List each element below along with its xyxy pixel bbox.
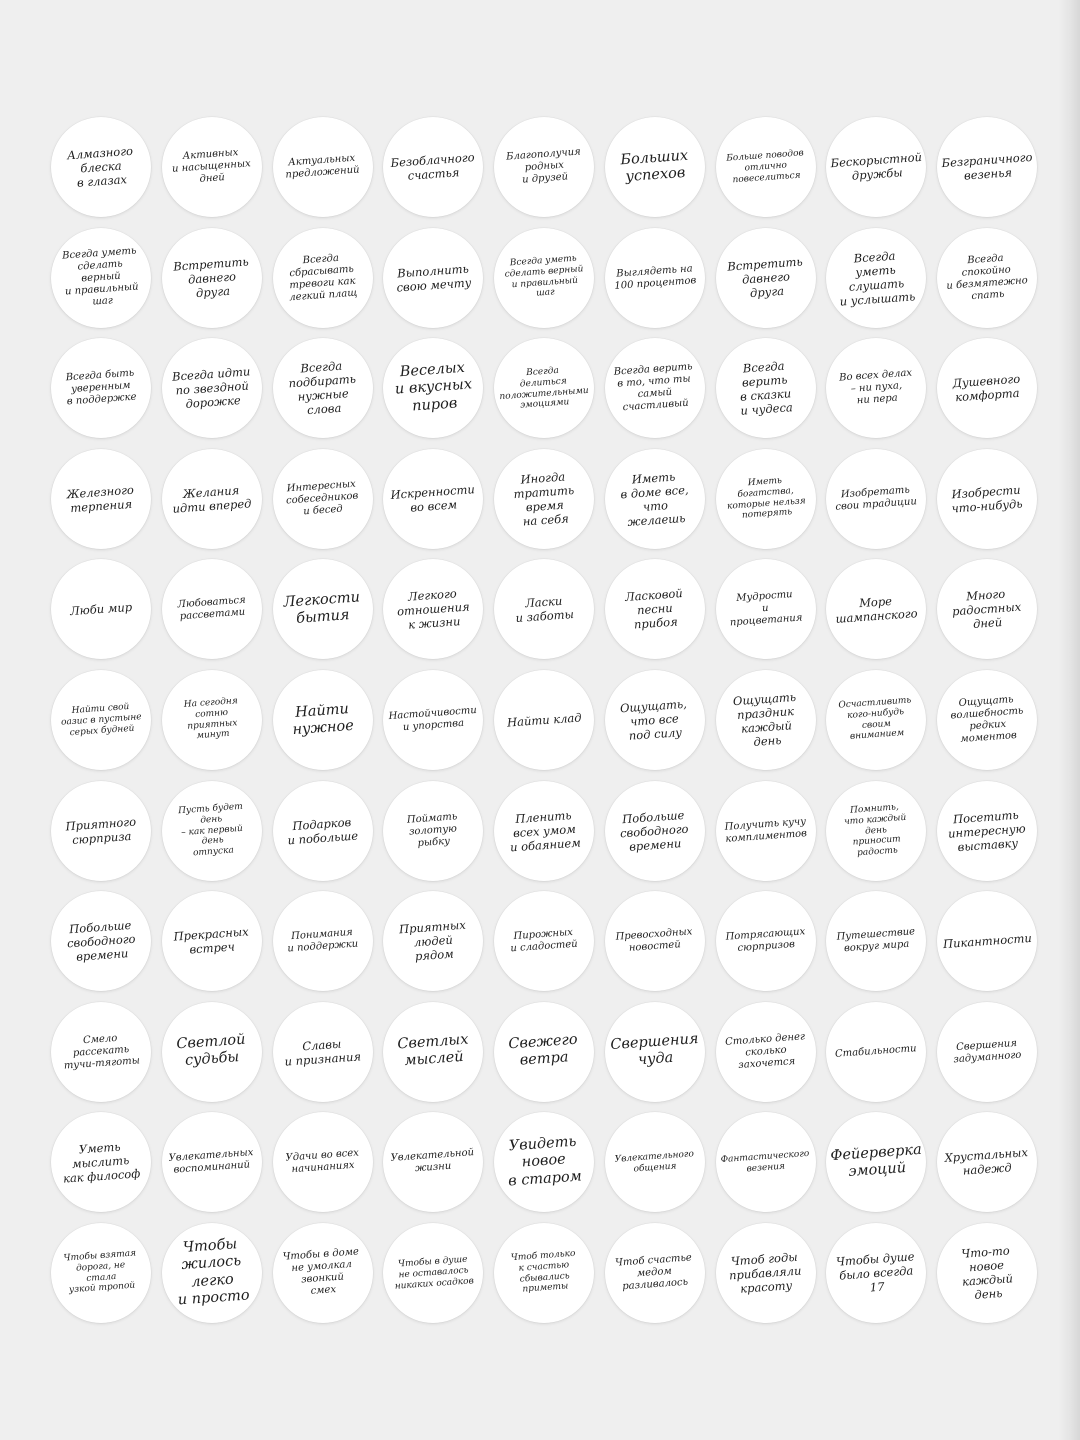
sticker-text: Алмазного блеска в глазах (66, 143, 134, 190)
sticker (51, 891, 151, 991)
sticker (937, 891, 1037, 991)
sticker-text: Всегда верить в то, что ты самый счастливый (613, 361, 694, 414)
sticker-text: Пирожных и сладостей (510, 927, 579, 955)
sticker-text: Всегда сбрасывать тревоги как легкий плащ (289, 252, 359, 303)
sticker-text: Смело рассекать тучи-тяготы (63, 1032, 141, 1072)
sticker-text: Славы и признания (284, 1036, 362, 1069)
sticker (383, 228, 483, 328)
sticker-text: Свежего ветра (508, 1031, 579, 1070)
sticker-text: Увлекательной жизни (390, 1147, 475, 1175)
sticker (826, 1002, 926, 1102)
sticker-text: Безграничного везенья (940, 149, 1033, 183)
sticker-text: Столько денег сколько захочется (724, 1031, 805, 1071)
sticker (605, 228, 705, 328)
sticker-text: Хрустальных надежд (944, 1145, 1029, 1179)
sticker-text: Ощущать праздник каждый день (732, 689, 797, 749)
sticker-text: Ощущать, что все под силу (619, 696, 688, 743)
sticker-text: Чтоб только к счастью сбывались приметы (510, 1249, 576, 1296)
sticker (51, 1002, 151, 1102)
sticker (826, 228, 926, 328)
sticker (51, 449, 151, 549)
sticker-text: Посетить интересную выставку (947, 807, 1027, 854)
sticker-text: Бескорыстной дружбы (829, 149, 922, 183)
sticker-text: Что-то новое каждый день (960, 1243, 1014, 1302)
sticker (716, 670, 816, 770)
sticker-text: Люби мир (69, 600, 133, 619)
sticker (826, 338, 926, 438)
sticker (273, 1002, 373, 1102)
sticker-text: Иметь богатства, которые нельзя потерять (726, 476, 806, 522)
sticker-text: Актуальных предложений (285, 152, 361, 181)
sticker-text: Мудрости и процветания (729, 589, 803, 629)
sticker (826, 1112, 926, 1212)
sticker-text: Осчастливить кого-нибудь своим вниманием (838, 695, 912, 743)
sticker (51, 1223, 151, 1323)
sticker (162, 117, 262, 217)
sticker (494, 449, 594, 549)
sticker-text: Всегда делиться положительными эмоциями (499, 365, 590, 411)
sticker (273, 449, 373, 549)
sticker (494, 781, 594, 881)
sticker-text: Железного терпения (66, 482, 135, 515)
sticker (51, 117, 151, 217)
sticker (716, 228, 816, 328)
sticker-text: Помнить, что каждый день приносит радость (844, 801, 907, 859)
sticker (937, 449, 1037, 549)
sticker (826, 449, 926, 549)
sticker-text: Свершения чуда (609, 1031, 699, 1069)
sticker (716, 559, 816, 659)
sticker (383, 1223, 483, 1323)
sticker-text: На сегодня сотню приятных минут (183, 696, 238, 742)
sticker (826, 891, 926, 991)
sticker-text: Искренности во всем (390, 481, 476, 515)
sticker-text: Легкости бытия (283, 589, 361, 628)
sticker (937, 228, 1037, 328)
sticker-text: Превосходных новостей (615, 926, 694, 954)
sticker-text: Больших успехов (619, 147, 689, 186)
sticker (937, 559, 1037, 659)
sticker-text: Найти нужное (291, 700, 355, 739)
sticker (826, 670, 926, 770)
sticker (937, 338, 1037, 438)
sticker-text: Стабильности (835, 1042, 918, 1060)
sticker (494, 228, 594, 328)
sticker-text: Ощущать волшебность редких моментов (949, 694, 1024, 745)
sticker-text: Любоваться рассветами (176, 595, 246, 623)
sticker-text: Увлекательного общения (614, 1148, 695, 1174)
sticker-text: Чтоб годы прибавляли красоту (728, 1249, 803, 1296)
sticker-text: Выглядеть на 100 процентов (613, 262, 697, 292)
sticker (273, 781, 373, 881)
sticker-text: Уметь мыслить как философ (62, 1139, 141, 1186)
sticker (605, 1112, 705, 1212)
sticker (937, 1112, 1037, 1212)
sticker-text: Приятных людей рядом (398, 917, 467, 964)
sticker (51, 228, 151, 328)
sticker-text: Безоблачного счастья (390, 150, 476, 183)
sticker-text: Иногда тратить время на себя (512, 469, 575, 529)
sticker-text: Всегда спокойно и безмятежно спать (946, 252, 1029, 302)
sticker (605, 559, 705, 659)
sticker (273, 1112, 373, 1212)
sticker (162, 228, 262, 328)
sticker-text: Поймать золотую рыбку (406, 810, 458, 849)
sticker (716, 338, 816, 438)
sticker-text: Ласки и заботы (514, 594, 575, 626)
sticker-text: Душевного комфорта (952, 371, 1021, 405)
sticker (605, 449, 705, 549)
sticker (605, 891, 705, 991)
sticker-text: Всегда уметь слушать и услышать (839, 248, 917, 309)
sticker (494, 891, 594, 991)
sticker-text: Пикантности (942, 931, 1032, 952)
sticker-text: Чтоб счастье медом разливалось (615, 1252, 693, 1293)
sticker (162, 449, 262, 549)
sticker (716, 1002, 816, 1102)
sticker (937, 1223, 1037, 1323)
sticker-text: Ласковой песни прибоя (624, 586, 684, 632)
sticker-text: Чтобы душе было всегда 17 (835, 1249, 915, 1295)
sticker-text: Потрясающих сюрпризов (724, 926, 806, 955)
sticker (273, 559, 373, 659)
sticker (494, 117, 594, 217)
sticker (383, 338, 483, 438)
sticker-text: Удачи во всех начинаниях (285, 1147, 360, 1176)
sticker (162, 670, 262, 770)
sticker (605, 338, 705, 438)
sticker (383, 891, 483, 991)
sticker (273, 670, 373, 770)
sticker-text: Светлых мыслей (396, 1031, 469, 1070)
sticker-text: Иметь в доме все, что желаешь (619, 469, 689, 529)
sticker-text: Увлекательных воспоминаний (168, 1147, 255, 1176)
sticker (51, 338, 151, 438)
sticker-text: Всегда уметь сделать верный и правильный шаг (503, 253, 584, 299)
sticker-text: Свершения задуманного (953, 1037, 1022, 1066)
sticker (51, 781, 151, 881)
sticker (383, 1002, 483, 1102)
sticker (716, 891, 816, 991)
sticker (162, 1223, 262, 1323)
sticker (383, 117, 483, 217)
sticker-text: Много радостных дней (951, 587, 1022, 632)
sticker (826, 559, 926, 659)
sticker-text: Светлой судьбы (176, 1031, 247, 1070)
sticker-text: Активных и насыщенных дней (172, 147, 252, 185)
sticker (51, 670, 151, 770)
sticker-text: Изобретать свои традиции (835, 484, 918, 513)
sticker-text: Чтобы жилось легко и просто (177, 1236, 250, 1309)
sticker (494, 1223, 594, 1323)
sticker-text: Прекрасных встреч (173, 924, 250, 957)
sticker-text: Всегда уметь сделать верный и правильный шаг (61, 245, 139, 308)
sticker-text: Чтобы в душе не оставалось никаких осадков (394, 1254, 474, 1292)
sticker (162, 1112, 262, 1212)
page-edge-shadow (1058, 0, 1080, 1440)
sticker-text: Настойчивости и упорства (388, 704, 478, 734)
sticker (162, 559, 262, 659)
sticker (605, 117, 705, 217)
sticker (826, 1223, 926, 1323)
sticker-text: Легкого отношения к жизни (396, 586, 470, 633)
sticker (716, 781, 816, 881)
sticker (605, 670, 705, 770)
sticker (383, 449, 483, 549)
sticker (937, 781, 1037, 881)
sticker (716, 1112, 816, 1212)
sticker (826, 781, 926, 881)
sticker (937, 117, 1037, 217)
sticker-text: Желания идти вперед (172, 482, 253, 516)
sticker-text: Всегда идти по звездной дорожке (171, 364, 251, 412)
sticker-text: Интересных собеседников и бесед (285, 478, 359, 518)
sticker-text: Море шампанского (835, 594, 919, 627)
sticker (383, 559, 483, 659)
sticker (273, 117, 373, 217)
sticker-text: Приятного сюрприза (64, 814, 137, 847)
sticker-text: Побольше свободного времени (66, 918, 136, 964)
sticker-text: Чтобы в доме не умолкал звонкий смех (282, 1246, 360, 1297)
sticker (494, 338, 594, 438)
sticker-text: Выполнить свою мечту (395, 261, 472, 295)
sticker (937, 670, 1037, 770)
sticker (162, 338, 262, 438)
sticker (273, 338, 373, 438)
sticker-text: Всегда быть уверенным в поддержке (65, 367, 137, 408)
sticker (605, 781, 705, 881)
sticker (716, 117, 816, 217)
sticker-text: Пусть будет день – как первый день отпуска (177, 801, 243, 859)
sticker (494, 559, 594, 659)
sticker (273, 1223, 373, 1323)
sticker (51, 1112, 151, 1212)
sticker (383, 670, 483, 770)
sticker (605, 1223, 705, 1323)
sticker-text: Чтобы взятая дорога, не стала узкой тропой (63, 1248, 137, 1296)
sticker (605, 1002, 705, 1102)
sticker-text: Понимания и поддержки (287, 927, 359, 955)
sticker-text: Получить кучу комплиментов (724, 815, 807, 845)
sticker-text: Больше поводов отлично повеселиться (725, 148, 804, 185)
sticker-text: Изобрести что-нибудь (951, 482, 1024, 516)
sticker-text: Встретить давнего друга (726, 253, 803, 300)
sticker (383, 781, 483, 881)
sticker-text: Путешествие вокруг мира (836, 926, 916, 955)
sticker (494, 1112, 594, 1212)
sticker-text: Побольше свободного времени (620, 807, 690, 854)
sticker (162, 1002, 262, 1102)
sticker-text: Во всех делах – ни пуха, ни пера (838, 367, 913, 407)
sticker (494, 1002, 594, 1102)
sticker-text: Всегда подбирать нужные слова (287, 358, 357, 418)
sticker (716, 1223, 816, 1323)
sticker-text: Встретить давнего друга (172, 253, 249, 300)
sticker-text: Пленить всех умом и обаянием (509, 807, 581, 854)
sticker-text: Благополучия родных и друзей (505, 146, 581, 186)
sticker-text: Фантастического везения (720, 1148, 810, 1174)
sticker (716, 449, 816, 549)
sticker (162, 891, 262, 991)
sticker (826, 117, 926, 217)
sticker-text: Всегда верить в сказки и чудеса (740, 358, 794, 418)
sticker-text: Увидеть новое в старом (507, 1133, 583, 1190)
sticker (162, 781, 262, 881)
sticker-text: Найти свой оазис в пустыне серых будней (60, 701, 142, 738)
sticker (937, 1002, 1037, 1102)
sticker (383, 1112, 483, 1212)
sticker-text: Веселых и вкусных пиров (394, 359, 473, 415)
sticker-grid (51, 117, 1037, 1323)
sticker (51, 559, 151, 659)
sticker-text: Найти клад (506, 710, 582, 730)
sticker (273, 891, 373, 991)
sticker-text: Фейерверка эмоций (829, 1141, 922, 1181)
sticker-text: Подарков и побольше (287, 814, 359, 847)
sticker (494, 670, 594, 770)
sticker (273, 228, 373, 328)
